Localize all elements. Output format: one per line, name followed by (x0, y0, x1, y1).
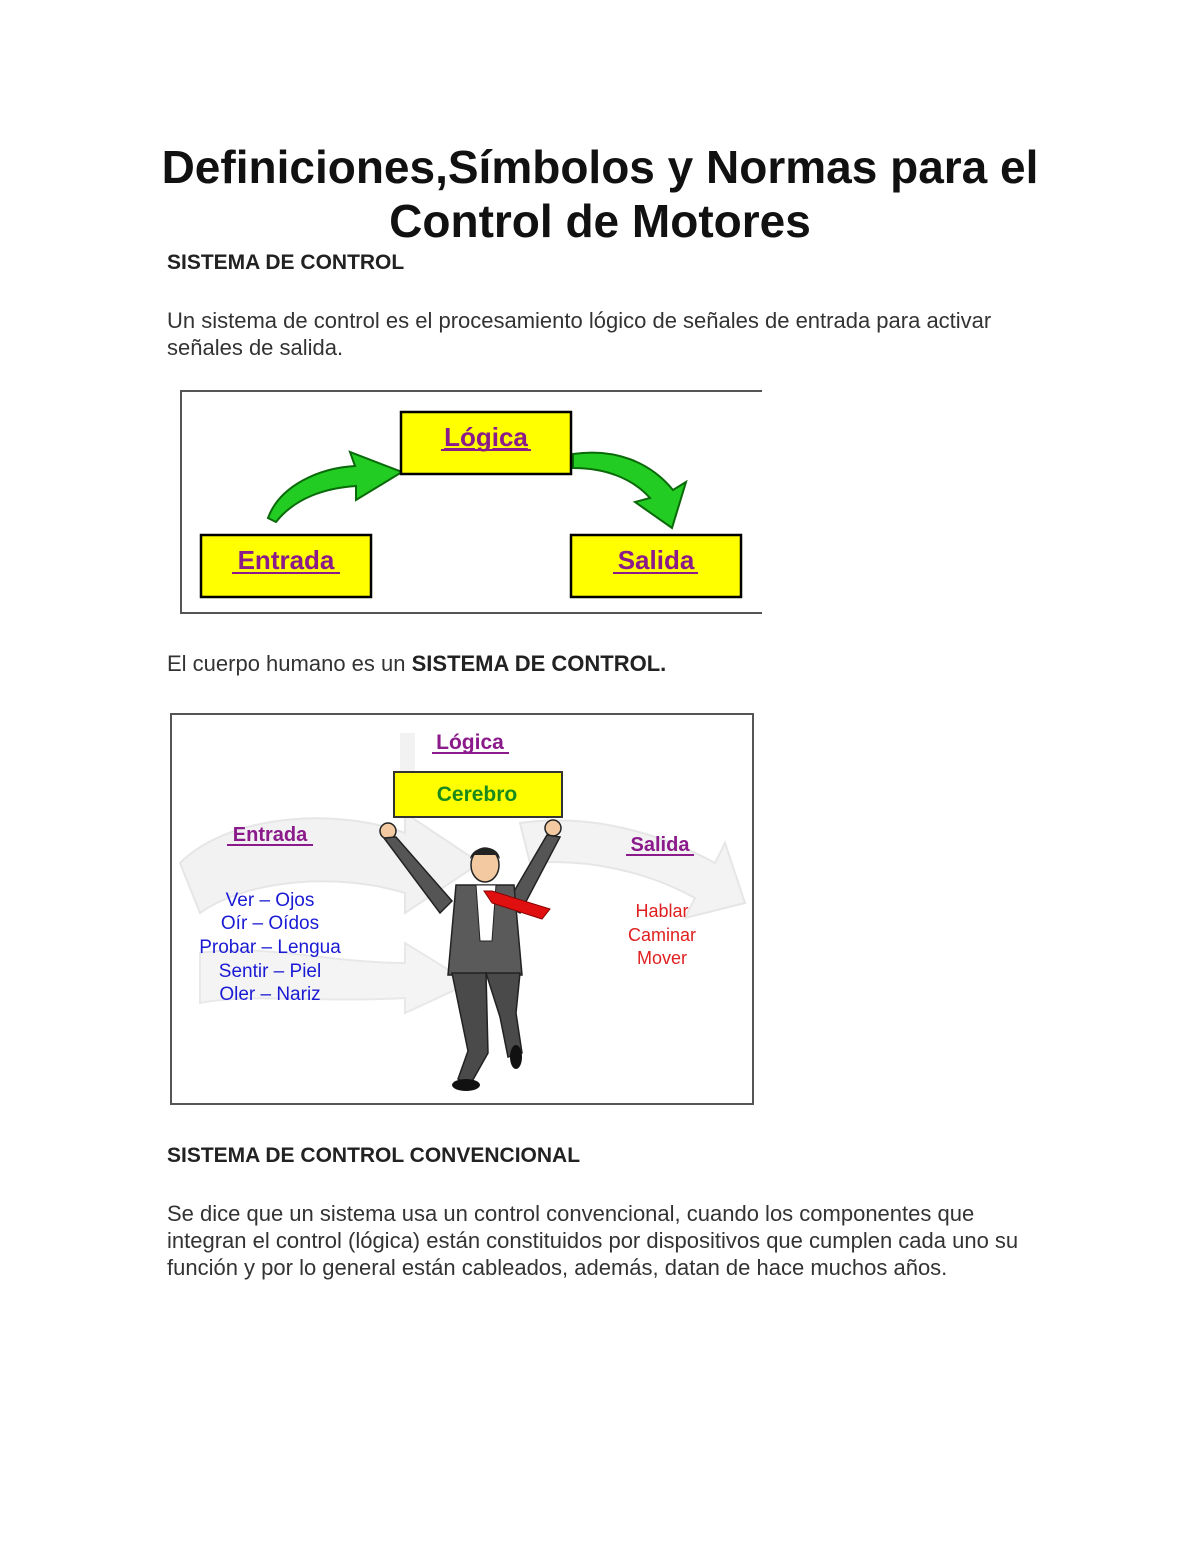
input-item: Sentir – Piel (218, 961, 322, 982)
input-item: Oír – Oídos (220, 913, 320, 934)
human-body-diagram (170, 713, 754, 1105)
input-item: Probar – Lengua (199, 937, 341, 958)
left-shoe (452, 1079, 480, 1091)
output-item: Hablar (635, 901, 689, 921)
output-item: Caminar (627, 925, 697, 945)
input-label: Entrada (237, 545, 335, 575)
human-body-text: El cuerpo humano es un (167, 651, 412, 676)
input-label: Entrada (232, 824, 308, 846)
logic-label: Lógica (444, 422, 528, 452)
document-title: Definiciones,Símbolos y Normas para el Control de Motores (161, 141, 1039, 247)
brain-label: Cerebro (436, 783, 518, 806)
control-system-paragraph: Un sistema de control es el procesamiento lógico de señales de entrada para activar señales de salida. (167, 308, 992, 360)
output-item: Mover (636, 948, 688, 968)
output-label: Salida (617, 545, 695, 575)
control-system-diagram (180, 390, 762, 614)
human-body-paragraph (167, 650, 1047, 677)
section-heading-conventional: SISTEMA DE CONTROL CONVENCIONAL (167, 1144, 581, 1167)
logic-label: Lógica (436, 731, 504, 754)
output-label: Salida (630, 834, 690, 856)
input-item: Oler – Nariz (219, 984, 321, 1005)
conventional-paragraph: Se dice que un sistema usa un control convencional, cuando los componentes que integran el control (lógica) están constituidos por dispositivos que cumplen cada uno su función y por lo general están cableados, además, datan de hace muchos años. (167, 1201, 1019, 1280)
output-list (628, 901, 696, 968)
background-top-arrow (400, 733, 415, 773)
section-heading-control-system: SISTEMA DE CONTROL (167, 251, 405, 274)
right-fist (545, 820, 561, 836)
human-body-bold: SISTEMA DE CONTROL. (411, 651, 667, 676)
right-shoe (510, 1045, 522, 1069)
input-item: Ver – Ojos (225, 890, 315, 911)
